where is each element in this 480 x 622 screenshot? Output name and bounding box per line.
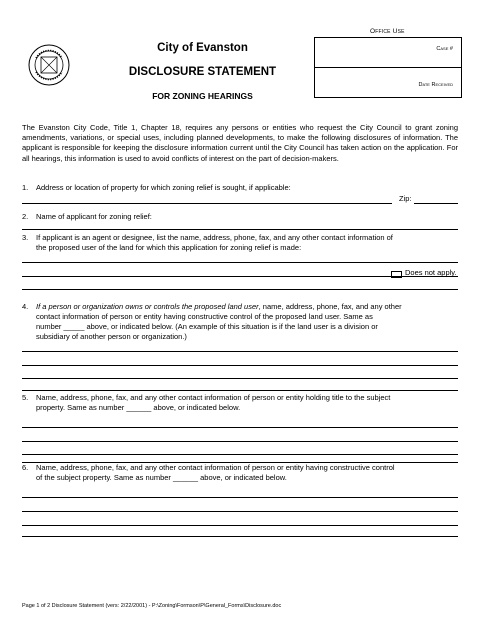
question-number: 4. (22, 302, 29, 311)
answer-line[interactable] (22, 262, 458, 263)
question-text: Name of applicant for zoning relief: (36, 212, 152, 221)
answer-line[interactable] (22, 427, 458, 428)
question-text-line-2: of the subject property. Same as number ______ above, or indicated below. (36, 473, 287, 482)
question-number: 2. (22, 212, 29, 221)
question-1 (22, 183, 458, 193)
question-number: 1. (22, 183, 29, 192)
answer-line[interactable] (22, 511, 458, 512)
city-name: City of Evanston (157, 42, 248, 54)
question-number: 5. (22, 393, 29, 402)
office-use-divider (314, 67, 462, 68)
question-3 (22, 233, 458, 253)
intro-paragraph: The Evanston City Code, Title 1, Chapter 18, requires any persons or entities who request the City Council to grant zoning amendments, variations, or special uses, including planned developments, to make the following disclosures of information. The applicant is responsible for keeping the disclosure information current until the City Council has taken action on the application. For all hearings, this information is used to avoid conflicts of interest on the part of decision-makers. (22, 123, 458, 163)
answer-line[interactable] (22, 289, 458, 290)
question-number: 3. (22, 233, 29, 242)
answer-line[interactable] (22, 497, 458, 498)
answer-line[interactable] (22, 454, 458, 455)
question-text-line-2: the proposed user of the land for which this application for zoning relief is made: (36, 243, 302, 252)
answer-line[interactable] (22, 441, 458, 442)
question-6 (22, 463, 458, 483)
question-2 (22, 212, 458, 222)
question-text-line-3: number _____ above, or indicated below. (An example of this situation is if the land user is a division or (36, 322, 378, 331)
answer-line[interactable] (22, 536, 458, 537)
address-answer-line[interactable] (22, 203, 392, 204)
answer-line[interactable] (22, 525, 458, 526)
question-number: 6. (22, 463, 29, 472)
question-text-line-1: Name, address, phone, fax, and any other contact information of person or entity having constructive control (36, 463, 395, 472)
case-number-label: Case # (436, 46, 453, 52)
answer-line[interactable] (22, 351, 458, 352)
document-subtitle: FOR ZONING HEARINGS (152, 91, 253, 101)
document-title: DISCLOSURE STATEMENT (128, 66, 277, 78)
question-4 (22, 302, 458, 342)
question-text: Address or location of property for which zoning relief is sought, if applicable: (36, 183, 291, 192)
question-text-line-1: Name, address, phone, fax, and any other contact information of person or entity holding title to the subject (36, 393, 391, 402)
city-seal-logo (28, 44, 70, 86)
question-italic-text: If a person or organization owns or controls the proposed land user (36, 302, 259, 311)
page-footer: Page 1 of 2 Disclosure Statement (vers: 2/22/2001) - P:\Zoning\Formson\P\General_Forms\Disclosure.doc (22, 603, 282, 609)
does-not-apply-label: Does not apply. (405, 268, 457, 277)
applicant-answer-line[interactable] (22, 229, 458, 230)
zip-answer-line[interactable] (414, 203, 458, 204)
question-text-line-4: subsidiary of another person or organization.) (36, 332, 187, 341)
question-text-line-2: property. Same as number ______ above, or indicated below. (36, 403, 241, 412)
date-received-label: Date Received (418, 82, 453, 88)
question-5 (22, 393, 458, 413)
answer-line[interactable] (22, 365, 458, 366)
zip-label: Zip: (399, 194, 412, 203)
question-text-line-1: , name, address, phone, fax, and any other (258, 302, 402, 311)
question-text-line-1: If applicant is an agent or designee, list the name, address, phone, fax, and any other contact information of (36, 233, 393, 242)
answer-line[interactable] (22, 276, 458, 277)
answer-line[interactable] (22, 390, 458, 391)
office-use-label: Office Use (370, 28, 405, 35)
question-text-line-2: contact information of person or entity having constructive control of the proposed land user. Same as (36, 312, 373, 321)
answer-line[interactable] (22, 378, 458, 379)
